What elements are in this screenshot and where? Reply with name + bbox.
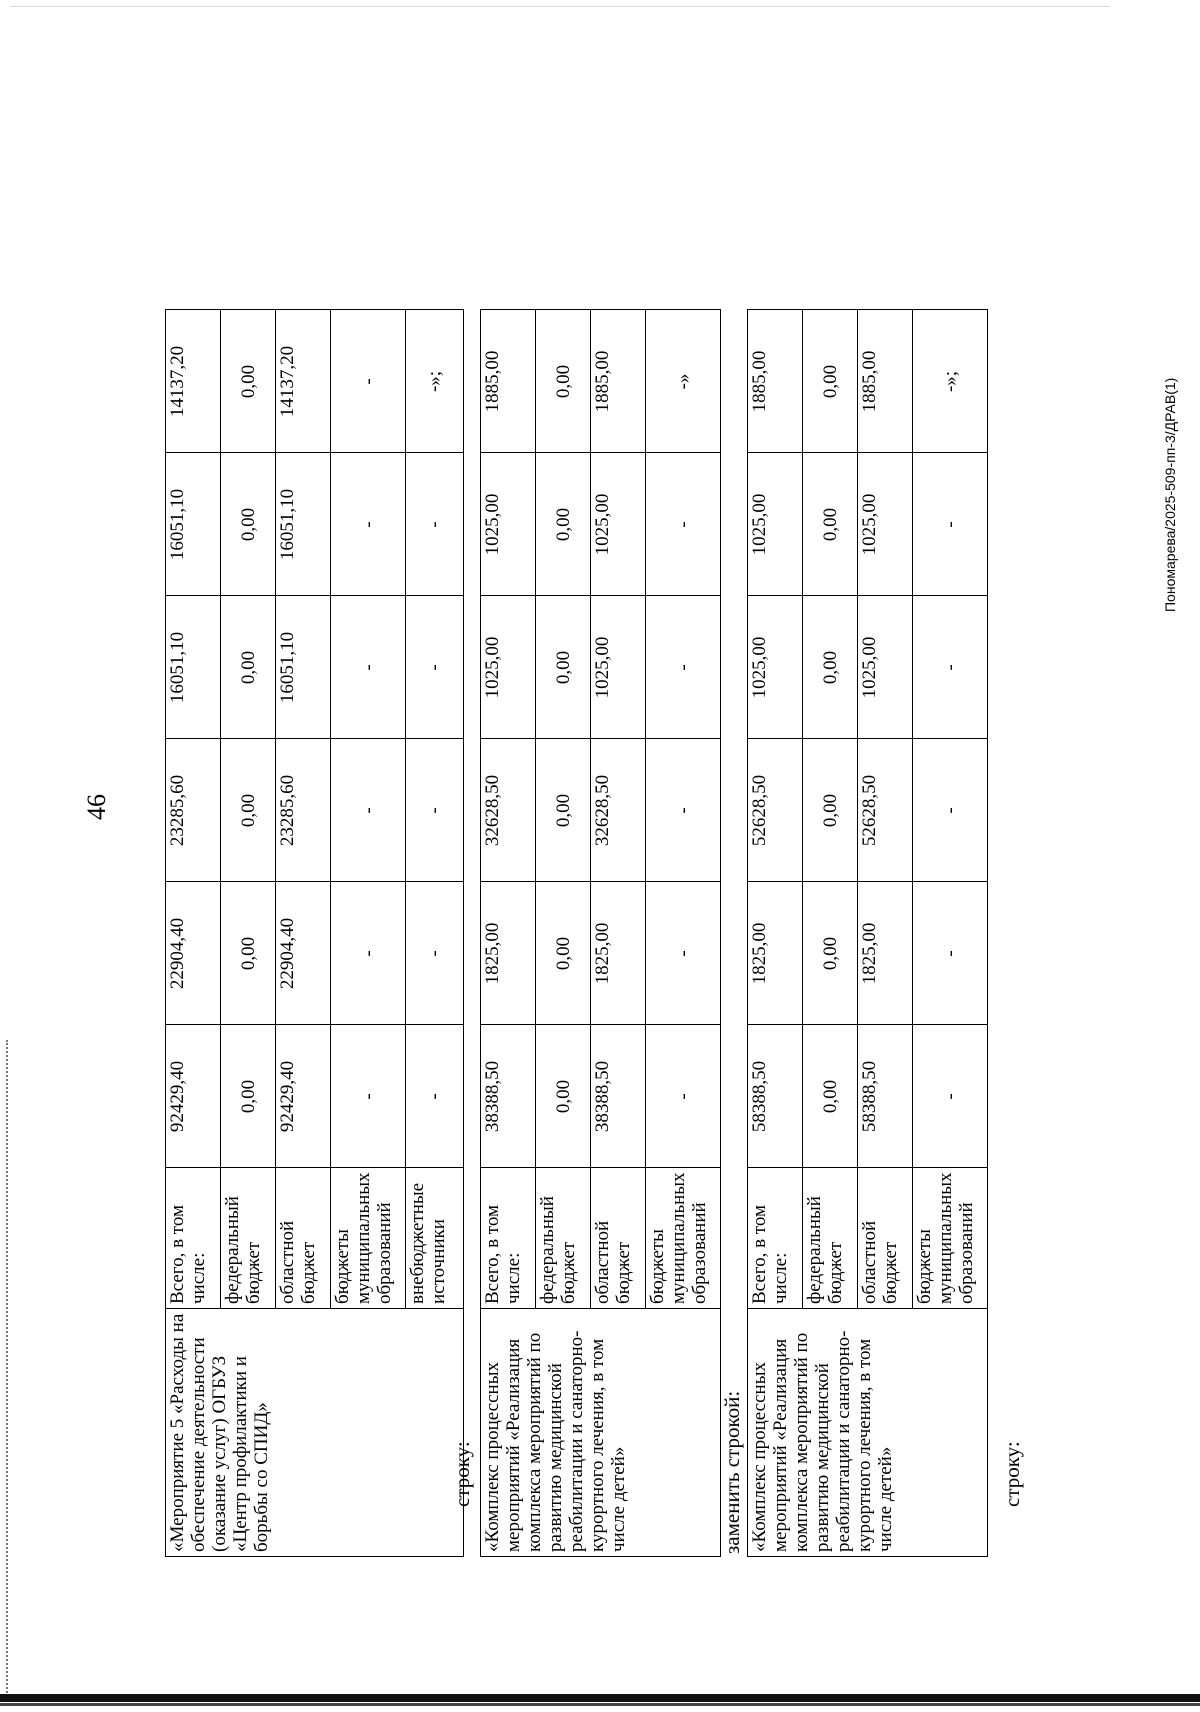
- value-cell: 0,00: [536, 739, 591, 882]
- value-cell: -: [331, 596, 406, 739]
- value-cell: 16051,10: [276, 596, 331, 739]
- value-cell: 0,00: [536, 1025, 591, 1168]
- value-cell: -»;: [406, 310, 464, 453]
- value-cell: 16051,10: [166, 453, 221, 596]
- table-row: [481, 310, 536, 1557]
- value-cell: 1885,00: [858, 310, 913, 453]
- value-cell: -»: [646, 310, 721, 453]
- value-cell: -: [406, 1025, 464, 1168]
- value-cell: 0,00: [221, 310, 276, 453]
- value-cell: 38388,50: [481, 1025, 536, 1168]
- value-cell: 0,00: [536, 596, 591, 739]
- value-cell: 38388,50: [591, 1025, 646, 1168]
- value-cell: -: [331, 882, 406, 1025]
- value-cell: -: [406, 596, 464, 739]
- page-number: 46: [82, 794, 111, 820]
- label-replace-with: заменить строкой:: [720, 1390, 744, 1554]
- value-cell: -: [406, 739, 464, 882]
- source-label: бюджеты муниципальных образований: [913, 1168, 988, 1309]
- value-cell: 92429,40: [166, 1025, 221, 1168]
- value-cell: 1025,00: [481, 453, 536, 596]
- value-cell: 0,00: [221, 1025, 276, 1168]
- value-cell: 58388,50: [748, 1025, 803, 1168]
- value-cell: 52628,50: [748, 739, 803, 882]
- value-cell: 32628,50: [481, 739, 536, 882]
- value-cell: 0,00: [536, 453, 591, 596]
- value-cell: -: [406, 882, 464, 1025]
- source-label: федеральный бюджет: [803, 1168, 858, 1309]
- table-row: [166, 310, 221, 1557]
- value-cell: 16051,10: [276, 453, 331, 596]
- source-label: областной бюджет: [858, 1168, 913, 1309]
- value-cell: -: [406, 453, 464, 596]
- value-cell: 0,00: [536, 882, 591, 1025]
- source-label: федеральный бюджет: [221, 1168, 276, 1309]
- value-cell: 52628,50: [858, 739, 913, 882]
- value-cell: -: [913, 453, 988, 596]
- value-cell: 23285,60: [276, 739, 331, 882]
- value-cell: 1025,00: [591, 596, 646, 739]
- value-cell: 0,00: [803, 453, 858, 596]
- value-cell: 14137,20: [166, 310, 221, 453]
- value-cell: 0,00: [221, 596, 276, 739]
- value-cell: -»;: [913, 310, 988, 453]
- value-cell: -: [913, 882, 988, 1025]
- value-cell: -: [646, 739, 721, 882]
- value-cell: 1885,00: [591, 310, 646, 453]
- value-cell: 0,00: [803, 1025, 858, 1168]
- source-label: внебюджетные источники: [406, 1168, 464, 1309]
- value-cell: 0,00: [536, 310, 591, 453]
- source-label: федеральный бюджет: [536, 1168, 591, 1309]
- value-cell: 0,00: [221, 882, 276, 1025]
- value-cell: -: [331, 310, 406, 453]
- value-cell: 23285,60: [166, 739, 221, 882]
- value-cell: 14137,20: [276, 310, 331, 453]
- value-cell: 16051,10: [166, 596, 221, 739]
- value-cell: 1025,00: [858, 453, 913, 596]
- value-cell: 1025,00: [591, 453, 646, 596]
- value-cell: 1825,00: [481, 882, 536, 1025]
- table-complex-current: [480, 309, 721, 1557]
- value-cell: 1025,00: [748, 453, 803, 596]
- table-complex-new: [747, 309, 988, 1557]
- value-cell: -: [331, 453, 406, 596]
- value-cell: 58388,50: [858, 1025, 913, 1168]
- value-cell: -: [646, 596, 721, 739]
- label-stroku: строку:: [450, 1441, 474, 1507]
- source-label: бюджеты муниципальных образований: [331, 1168, 406, 1309]
- value-cell: 0,00: [803, 739, 858, 882]
- source-label: Всего, в том числе:: [748, 1168, 803, 1309]
- value-cell: 92429,40: [276, 1025, 331, 1168]
- value-cell: -: [913, 1025, 988, 1168]
- source-label: Всего, в том числе:: [166, 1168, 221, 1309]
- source-label: областной бюджет: [276, 1168, 331, 1309]
- value-cell: -: [646, 882, 721, 1025]
- value-cell: 1885,00: [748, 310, 803, 453]
- value-cell: 0,00: [803, 882, 858, 1025]
- value-cell: 1025,00: [748, 596, 803, 739]
- document-footer: Пономарева/2025-509-пп-3/ДРАВ(1): [1162, 377, 1178, 612]
- value-cell: 1825,00: [858, 882, 913, 1025]
- value-cell: 1885,00: [481, 310, 536, 453]
- table-measure-5: [165, 309, 464, 1557]
- measure-name: «Комплекс процессных мероприятий «Реализация комплекса мероприятий по развитию медицинской реабилитации и санаторно-курортного лечения, в том числе детей»: [748, 1309, 988, 1557]
- value-cell: 32628,50: [591, 739, 646, 882]
- value-cell: -: [913, 596, 988, 739]
- measure-name: «Комплекс процессных мероприятий «Реализация комплекса мероприятий по развитию медицинской реабилитации и санаторно-курортного лечения, в том числе детей»: [481, 1309, 721, 1557]
- source-label: Всего, в том числе:: [481, 1168, 536, 1309]
- value-cell: -: [646, 453, 721, 596]
- value-cell: 1025,00: [481, 596, 536, 739]
- value-cell: -: [331, 739, 406, 882]
- value-cell: 0,00: [803, 310, 858, 453]
- value-cell: -: [646, 1025, 721, 1168]
- value-cell: 0,00: [221, 453, 276, 596]
- value-cell: -: [331, 1025, 406, 1168]
- value-cell: 0,00: [221, 739, 276, 882]
- source-label: областной бюджет: [591, 1168, 646, 1309]
- label-stroku-trailing: строку:: [1000, 1441, 1024, 1507]
- value-cell: 0,00: [803, 596, 858, 739]
- table-row: [748, 310, 803, 1557]
- value-cell: 1025,00: [858, 596, 913, 739]
- source-label: бюджеты муниципальных образований: [646, 1168, 721, 1309]
- value-cell: -: [913, 739, 988, 882]
- measure-name: «Мероприятие 5 «Расходы на обеспечение деятельности (оказание услуг) ОГБУЗ «Центр профилактики и борьбы со СПИД»: [166, 1309, 464, 1557]
- value-cell: 22904,40: [166, 882, 221, 1025]
- value-cell: 1825,00: [748, 882, 803, 1025]
- value-cell: 22904,40: [276, 882, 331, 1025]
- value-cell: 1825,00: [591, 882, 646, 1025]
